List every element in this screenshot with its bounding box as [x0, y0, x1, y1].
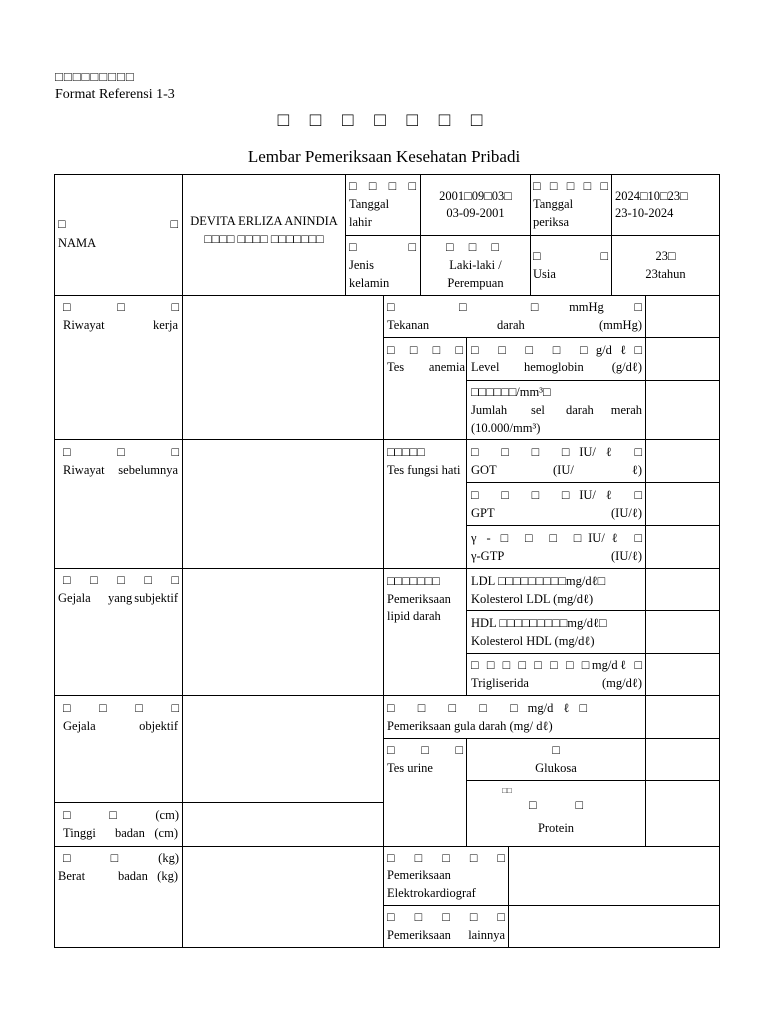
sex-label-2: kelamin	[349, 276, 390, 290]
blood-pressure-label-jp: □ □ □mmHg□	[387, 300, 642, 314]
ecg-label-2: Elektrokardiograf	[387, 886, 476, 900]
previous-history-label-jp: □ □ □	[63, 445, 179, 459]
red-blood-cell-label-4: merah	[610, 403, 642, 417]
triglyceride-label-jp: □ □ □ □ □ □ □ □mg/dℓ □	[471, 658, 642, 672]
objective-symptoms-label-jp: □ □ □ □	[63, 701, 179, 715]
ldl-label-jp: LDL □□□□□□□□□mg/dℓ□	[471, 574, 606, 588]
name-label-jp: □ □	[58, 217, 178, 231]
urine-protein-label-jp-top: □□	[502, 786, 512, 795]
sex-value-2: Perempuan	[447, 276, 504, 290]
got-label-jp: □ □ □ □IU/ℓ □	[471, 445, 642, 459]
other-exam-label-jp: □ □ □ □ □	[387, 910, 505, 924]
red-blood-cell-label-1: Jumlah	[471, 403, 508, 417]
anemia-label-2: anemia	[428, 360, 465, 374]
work-history-label-1: Riwayat	[63, 318, 105, 332]
title-jp: □ □ □ □ □ □ □	[277, 110, 491, 131]
urine-protein-label-jp: □ □	[529, 798, 583, 812]
liver-test-label-jp: □□□□□	[387, 445, 425, 459]
urine-test-label: Tes urine	[387, 761, 433, 775]
ggt-label-1: γ-GTP	[471, 549, 505, 563]
urine-glucose-label-jp: □	[552, 743, 560, 757]
sex-value-jp: □ □ □	[446, 240, 505, 254]
previous-history-label-1: Riwayat	[63, 463, 105, 477]
birth-label-jp: □ □ □ □	[349, 179, 416, 193]
urine-test-label-jp: □ □ □	[387, 743, 463, 757]
height-label-1: Tinggi	[63, 826, 96, 840]
blood-pressure-label-1: Tekanan	[387, 318, 430, 332]
blood-glucose-label: Pemeriksaan gula darah (mg/ dℓ)	[387, 719, 553, 733]
exam-date-label-1: Tanggal	[533, 197, 574, 211]
got-label-1: GOT	[471, 463, 497, 477]
sex-value-1: Laki-laki /	[449, 258, 502, 272]
liver-test-label: Tes fungsi hati	[387, 463, 461, 477]
height-label-3: (cm)	[154, 826, 178, 840]
subjective-symptoms-label-jp: □ □ □ □ □	[63, 573, 179, 587]
birth-label-1: Tanggal	[349, 197, 390, 211]
work-history-label-jp: □ □ □	[63, 300, 179, 314]
anemia-label-jp: □ □ □ □	[387, 343, 463, 357]
blood-glucose-label-jp: □ □ □ □ □mg/dℓ□	[387, 701, 587, 715]
objective-symptoms-label-1: Gejala	[63, 719, 96, 733]
ggt-label-2: (IU/ℓ)	[611, 549, 642, 563]
age-label: Usia	[533, 267, 556, 281]
gpt-label-1: GPT	[471, 506, 495, 520]
subjective-symptoms-label-3: subjektif	[134, 591, 178, 605]
sex-label-1: Jenis	[349, 258, 374, 272]
exam-date-label-jp: □ □ □ □ □	[533, 179, 608, 193]
exam-date-label-2: periksa	[533, 215, 570, 229]
hemoglobin-label-3: (g/dℓ)	[611, 360, 642, 374]
urine-glucose-label: Glukosa	[535, 761, 577, 775]
got-label-3: ℓ)	[631, 463, 642, 477]
blood-pressure-label-2: darah	[497, 318, 525, 332]
weight-label-2: badan	[118, 869, 148, 883]
birth-value-jp: 2001□09□03□	[439, 189, 512, 203]
anemia-label-1: Tes	[387, 360, 405, 374]
triglyceride-label-1: Trigliserida	[471, 676, 529, 690]
name-value-jp: □□□□ □□□□ □□□□□□□	[204, 232, 324, 246]
other-exam-label-2: lainnya	[468, 928, 505, 942]
weight-label-1: Berat	[58, 869, 86, 883]
weight-label-3: (kg)	[157, 869, 178, 883]
hemoglobin-label-2: hemoglobin	[524, 360, 584, 374]
gpt-label-2: (IU/ℓ)	[611, 506, 642, 520]
name-label: NAMA	[58, 236, 97, 250]
reference-label: Format Referensi 1-3	[55, 87, 175, 102]
birth-label-2: lahir	[349, 215, 372, 229]
red-blood-cell-label-jp: □□□□□□/mm³□	[471, 385, 551, 399]
name-value: DEVITA ERLIZA ANINDIA	[190, 214, 338, 228]
weight-label-jp: □ □ (kg)	[63, 851, 179, 865]
reference-jp: □□□□□□□□□	[55, 69, 135, 84]
ldl-label: Kolesterol LDL (mg/dℓ)	[471, 592, 594, 606]
red-blood-cell-label-2: sel	[531, 403, 545, 417]
gpt-label-jp: □ □ □ □IU/ℓ □	[471, 488, 642, 502]
work-history-label-2: kerja	[153, 318, 178, 332]
hemoglobin-label-jp: □ □ □ □ □g/dℓ□	[471, 343, 642, 357]
subjective-symptoms-label-2: yang	[108, 591, 133, 605]
triglyceride-label-2: (mg/dℓ)	[601, 676, 642, 690]
lipid-test-label-jp: □□□□□□□	[387, 574, 440, 588]
exam-date-value-jp: 2024□10□23□	[615, 189, 688, 203]
height-label-jp: □ □ (cm)	[63, 808, 179, 822]
red-blood-cell-label-3: darah	[566, 403, 594, 417]
lipid-test-label-2: lipid darah	[387, 609, 441, 623]
urine-protein-label: Protein	[537, 821, 575, 835]
page-title: Lembar Pemeriksaan Kesehatan Pribadi	[247, 147, 521, 166]
blood-pressure-label-3: (mmHg)	[598, 318, 642, 332]
age-label-jp: □ □	[533, 249, 608, 263]
ecg-label-1: Pemeriksaan	[387, 868, 451, 882]
ggt-label-jp: γ - □ □ □ □IU/ℓ □	[471, 531, 642, 545]
exam-date-value: 23-10-2024	[615, 206, 674, 220]
previous-history-label-2: sebelumnya	[118, 463, 178, 477]
age-value: 23tahun	[645, 267, 686, 281]
sex-label-jp: □ □	[349, 240, 416, 254]
hdl-label: Kolesterol HDL (mg/dℓ)	[471, 634, 595, 648]
objective-symptoms-label-2: objektif	[139, 719, 178, 733]
hdl-label-jp: HDL □□□□□□□□□mg/dℓ□	[471, 616, 607, 630]
red-blood-cell-label-5: (10.000/mm³)	[471, 421, 541, 435]
ecg-label-jp: □ □ □ □ □	[387, 851, 505, 865]
birth-value: 03-09-2001	[446, 206, 505, 220]
other-exam-label-1: Pemeriksaan	[387, 928, 451, 942]
subjective-symptoms-label-1: Gejala	[58, 591, 91, 605]
got-label-2: (IU/	[553, 463, 574, 477]
height-label-2: badan	[115, 826, 145, 840]
age-value-jp: 23□	[655, 249, 676, 263]
hemoglobin-label-1: Level	[471, 360, 500, 374]
lipid-test-label-1: Pemeriksaan	[387, 592, 451, 606]
